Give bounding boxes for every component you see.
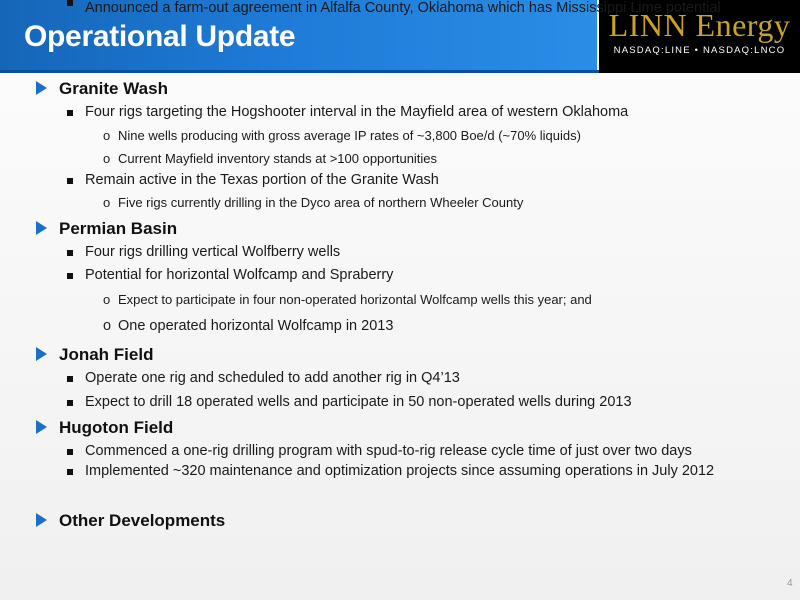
circle-bullet-icon: o bbox=[103, 151, 111, 166]
section-heading: Granite Wash bbox=[59, 79, 168, 98]
section-bullet-icon bbox=[36, 221, 47, 235]
bullet-text: Commenced a one-rig drilling program with spud-to-rig release cycle time of just over two days bbox=[85, 443, 692, 459]
section-bullet-icon bbox=[36, 420, 47, 434]
sub-bullet-text: Expect to participate in four non-operated horizontal Wolfcamp wells this year; and bbox=[118, 292, 592, 307]
square-bullet-icon bbox=[67, 0, 73, 6]
bullet-text: Announced a farm-out agreement in Alfalfa County, Oklahoma which has Mississippi Lime potential bbox=[85, 0, 721, 16]
bullet-text: Operate one rig and scheduled to add another rig in Q4’13 bbox=[85, 370, 460, 386]
square-bullet-icon bbox=[67, 376, 73, 382]
logo-wordmark: LINN Energy bbox=[608, 7, 791, 43]
square-bullet-icon bbox=[67, 178, 73, 184]
slide-title: Operational Update bbox=[24, 20, 296, 53]
circle-bullet-icon: o bbox=[103, 318, 112, 334]
section-heading: Jonah Field bbox=[59, 345, 154, 364]
square-bullet-icon bbox=[67, 110, 73, 116]
circle-bullet-icon: o bbox=[103, 128, 111, 143]
sub-bullet-text: Five rigs currently drilling in the Dyco area of northern Wheeler County bbox=[118, 195, 524, 210]
title-underline bbox=[0, 70, 599, 73]
square-bullet-icon bbox=[67, 449, 73, 455]
square-bullet-icon bbox=[67, 469, 73, 475]
logo-ticker-line: NASDAQ:LINE • NASDAQ:LNCO bbox=[613, 45, 786, 56]
square-bullet-icon bbox=[67, 273, 73, 279]
section-heading: Permian Basin bbox=[59, 219, 178, 238]
square-bullet-icon bbox=[67, 400, 73, 406]
bullet-text: Four rigs targeting the Hogshooter interval in the Mayfield area of western Oklahoma bbox=[85, 104, 629, 120]
circle-bullet-icon: o bbox=[103, 195, 111, 210]
sub-bullet-text: Current Mayfield inventory stands at >100 opportunities bbox=[118, 151, 438, 166]
section-heading: Hugoton Field bbox=[59, 418, 174, 437]
bullet-text: Implemented ~320 maintenance and optimization projects since assuming operations in July 2012 bbox=[85, 463, 715, 479]
sub-bullet-text: One operated horizontal Wolfcamp in 2013 bbox=[118, 318, 394, 334]
bullet-text: Remain active in the Texas portion of the Granite Wash bbox=[85, 172, 439, 188]
page-number: 4 bbox=[787, 578, 793, 589]
square-bullet-icon bbox=[67, 250, 73, 256]
section-bullet-icon bbox=[36, 513, 47, 527]
section-heading: Other Developments bbox=[59, 511, 226, 530]
section-bullet-icon bbox=[36, 347, 47, 361]
bullet-text: Potential for horizontal Wolfcamp and Spraberry bbox=[85, 267, 394, 283]
bullet-text: Expect to drill 18 operated wells and participate in 50 non-operated wells during 2013 bbox=[85, 394, 632, 410]
circle-bullet-icon: o bbox=[103, 292, 111, 307]
section-bullet-icon bbox=[36, 81, 47, 95]
sub-bullet-text: Nine wells producing with gross average IP rates of ~3,800 Boe/d (~70% liquids) bbox=[118, 128, 581, 143]
bullet-text: Four rigs drilling vertical Wolfberry wells bbox=[85, 244, 341, 260]
